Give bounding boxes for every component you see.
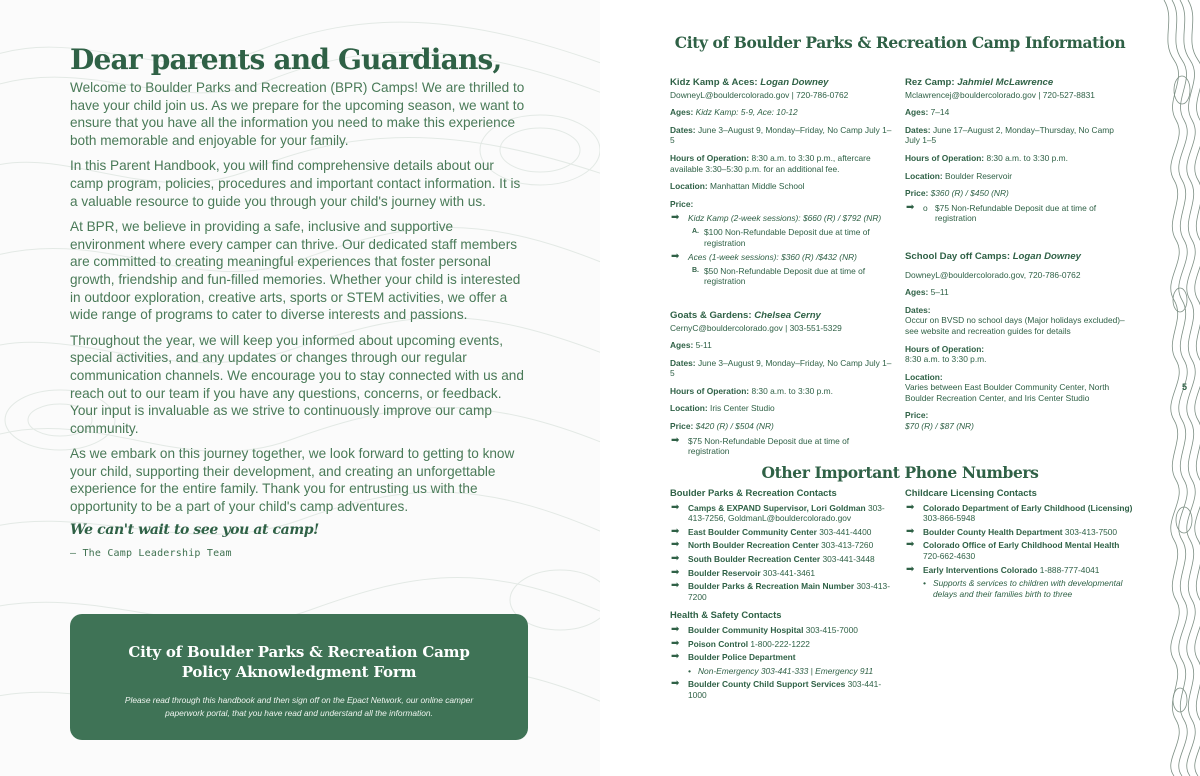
- right-arrow-icon: ➡: [671, 651, 680, 663]
- kidz-kamp-title: Kidz Kamp & Aces: Logan Downey: [670, 77, 829, 88]
- contact-item: ➡ Boulder Reservoir 303-441-3461: [671, 566, 816, 578]
- letter-paragraph-2: In this Parent Handbook, you will find comprehensive details about our camp program, policies, procedures and important contact information. It is a valuable resource to guide you through your child's journey with us.: [70, 158, 521, 209]
- contact-item: ➡ Boulder Community Hospital 303-415-7000: [671, 623, 858, 635]
- school-day-off-location-label: Location:: [905, 371, 943, 382]
- welcome-letter: [70, 44, 530, 559]
- kidz-kamp-location: Location: Manhattan Middle School: [670, 181, 805, 192]
- right-arrow-icon: ➡: [671, 251, 680, 263]
- rez-camp-title: Rez Camp: Jahmiel McLawrence: [905, 77, 1054, 88]
- right-arrow-icon: ➡: [906, 563, 915, 575]
- goats-gardens-ages: Ages: 5-11: [670, 340, 712, 351]
- kidz-kamp-contact-name: Logan Downey: [760, 77, 829, 88]
- letter-paragraph-3: At BPR, we believe in providing a safe, inclusive and supportive environment where every camper can thrive. Our dedicated staff members are committed to creating meaningful experiences that foster personal growth, friendship and fun-filled memories. Whether your child is interested in outdoor exploration, creative arts, sports or STEM activities, we offer a wide range of programs to cater to diverse interests and passions.: [70, 219, 521, 323]
- contact-item: ➡ South Boulder Recreation Center 303-441-3448: [671, 552, 875, 564]
- right-arrow-icon: ➡: [671, 580, 680, 592]
- page-number: 5: [1182, 382, 1188, 392]
- contact-item: ➡ Boulder Parks & Recreation Main Number 303-413-7200: [671, 580, 891, 602]
- contacts-column-right: [905, 488, 1135, 599]
- right-arrow-icon: ➡: [671, 552, 680, 564]
- right-arrow-icon: ➡: [671, 539, 680, 551]
- policy-form-box: [70, 614, 528, 740]
- rez-camp-contact: Mclawrencej@bouldercolorado.gov | 720-527-8831: [905, 89, 1095, 100]
- school-day-off-block: [905, 252, 1127, 432]
- school-day-off-price-label: Price:: [905, 410, 929, 421]
- goats-gardens-title: Goats & Gardens: Chelsea Cerny: [670, 309, 821, 321]
- right-arrow-icon: ➡: [671, 434, 680, 446]
- health-safety-heading: Health & Safety Contacts: [670, 609, 782, 621]
- school-day-off-contact: DowneyL@bouldercolorado.gov, 720-786-0762: [905, 269, 1081, 280]
- contact-item: ➡ Camps & EXPAND Supervisor, Lori Goldman 303-413-7256, GoldmanL@bouldercolorado.gov: [671, 501, 885, 524]
- letter-closing: We can't wait to see you at camp!: [70, 521, 319, 538]
- right-arrow-icon: ➡: [906, 201, 915, 213]
- camp-info-title: City of Boulder Parks & Recreation Camp Information: [674, 33, 1126, 52]
- letter-paragraph-5: As we embark on this journey together, we look forward to getting to know your child, supporting their development, and creating an unforgettable experience for the entire family. Thank you for entrusting us with the opportunity to be a part of your child's camp adventures.: [70, 446, 515, 515]
- right-arrow-icon: ➡: [671, 637, 680, 649]
- rez-camp-deposit: ➡ o $75 Non-Refundable Deposit due at time of registration: [906, 201, 1097, 224]
- letter-heading: Dear parents and Guardians,: [70, 43, 502, 76]
- rez-camp-dates: Dates: June 17–August 2, Monday–Thursday, No Camp July 1–5: [905, 124, 1114, 146]
- rez-camp-location: Location: Boulder Reservoir: [905, 170, 1013, 181]
- contact-item: ➡ Boulder County Health Department 303-413-7500: [906, 525, 1118, 537]
- aces-deposit: B. $50 Non-Refundable Deposit due at time of registration: [692, 265, 866, 287]
- kidz-kamp-ages: Ages: Kidz Kamp: 5-9, Ace: 10-12: [670, 107, 798, 118]
- goats-gardens-block: [670, 311, 892, 457]
- kidz-kamp-price-label: Price:: [670, 198, 694, 209]
- contact-item: ➡ Colorado Office of Early Childhood Mental Health 720-662-4630: [906, 539, 1120, 561]
- rez-camp-price: Price: $360 (R) / $450 (NR): [905, 188, 1009, 199]
- contact-item: ➡ North Boulder Recreation Center 303-413-7260: [671, 539, 874, 551]
- right-arrow-icon: ➡: [671, 525, 680, 537]
- kidz-kamp-hours: Hours of Operation: 8:30 a.m. to 3:30 p.m., aftercare available 3:30–5:30 p.m. for an additional fee.: [670, 152, 871, 174]
- contact-item: ➡ Colorado Department of Early Childhood (Licensing) 303-866-5948: [906, 501, 1133, 524]
- goats-gardens-contact: CernyC@bouldercolorado.gov | 303-551-5329: [670, 322, 842, 333]
- contact-item: ➡ Boulder County Child Support Services 303-441-1000: [671, 678, 882, 700]
- school-day-off-title: School Day off Camps: Logan Downey: [905, 250, 1081, 262]
- camp-column-right: [905, 78, 1127, 432]
- school-day-off-location: Varies between East Boulder Community Center, North Boulder Recreation Center, and Iris Center Studio: [905, 382, 1110, 403]
- goats-gardens-contact-name: Chelsea Cerny: [754, 309, 821, 321]
- goats-gardens-location: Location: Iris Center Studio: [670, 403, 775, 414]
- kidz-kamp-price-item: ➡ Kidz Kamp (2-week sessions): $660 (R) / $792 (NR): [671, 212, 882, 224]
- right-arrow-icon: ➡: [906, 539, 915, 551]
- contact-item: ➡ Early Interventions Colorado 1-888-777-4041: [906, 563, 1100, 575]
- early-intervention-sub-item: • Supports & services to children with developmental delays and their families birth to three: [923, 578, 1123, 599]
- school-day-off-hours: 8:30 a.m. to 3:30 p.m.: [905, 354, 987, 365]
- policy-form-title-line1: City of Boulder Parks & Recreation Camp: [128, 643, 470, 661]
- bpr-contacts-heading: Boulder Parks & Recreation Contacts: [670, 487, 837, 498]
- kidz-kamp-deposit: A. $100 Non-Refundable Deposit due at time of registration: [692, 226, 870, 248]
- aces-price-item: ➡ Aces (1-week sessions): $360 (R) /$432 (NR): [671, 251, 857, 263]
- contact-item: ➡ Poison Control 1-800-222-1222: [671, 637, 810, 649]
- school-day-off-contact-name: Logan Downey: [1012, 250, 1081, 262]
- policy-form-title-line2: Policy Aknowledgment Form: [181, 663, 417, 681]
- right-arrow-icon: ➡: [671, 678, 680, 690]
- right-arrow-icon: ➡: [906, 501, 915, 513]
- right-page: [600, 0, 1200, 776]
- goats-gardens-deposit: ➡ $75 Non-Refundable Deposit due at time of registration: [671, 434, 850, 457]
- rez-camp-ages: Ages: 7–14: [905, 107, 950, 118]
- right-arrow-icon: ➡: [671, 623, 680, 635]
- letter-signature: — The Camp Leadership Team: [70, 547, 232, 559]
- phone-numbers-heading: Other Important Phone Numbers: [761, 463, 1039, 482]
- kidz-kamp-contact: DowneyL@bouldercolorado.gov | 720-786-0762: [670, 89, 849, 100]
- contact-item: ➡ East Boulder Community Center 303-441-4400: [671, 525, 872, 537]
- school-day-off-dates-label: Dates:: [905, 304, 931, 315]
- contact-item: ➡ Boulder Police Department: [671, 651, 796, 663]
- right-arrow-icon: ➡: [671, 566, 680, 578]
- right-arrow-icon: ➡: [671, 501, 680, 513]
- letter-paragraph-4: Throughout the year, we will keep you informed about upcoming events, special activities, and any updates or changes through our regular communication channels. We encourage you to stay connected with us and reach out to our team if you have any questions, concerns, or feedback. Your input is invaluable as we strive to continuously improve our camp community.: [70, 332, 524, 436]
- policy-form-description: Please read through this handbook and then sign off on the Epact Network, our online camper paperwork portal, that you have read and understand all the information.: [124, 695, 474, 718]
- police-sub-item: • Non-Emergency 303-441-333 | Emergency 911: [688, 665, 874, 676]
- school-day-off-price: $70 (R) / $87 (NR): [905, 421, 974, 432]
- goats-gardens-hours: Hours of Operation: 8:30 a.m. to 3:30 p.m.: [670, 385, 833, 396]
- letter-paragraph-1: Welcome to Boulder Parks and Recreation (BPR) Camps! We are thrilled to have your child join us. As we prepare for the upcoming season, we want to ensure that you have all the information you need to make this experience both memorable and enjoyable for your family.: [70, 80, 525, 148]
- rez-camp-hours: Hours of Operation: 8:30 a.m. to 3:30 p.m.: [905, 152, 1068, 163]
- goats-gardens-price: Price: $420 (R) / $504 (NR): [670, 421, 774, 432]
- right-arrow-icon: ➡: [671, 212, 680, 224]
- school-day-off-ages: Ages: 5–11: [905, 287, 949, 298]
- camp-column-left: [670, 78, 892, 457]
- school-day-off-dates: Occur on BVSD no school days (Major holidays excluded)–see website and recreation guides for details: [905, 315, 1125, 336]
- rez-camp-block: [905, 78, 1127, 224]
- topo-edge-strip: [1162, 0, 1200, 776]
- right-arrow-icon: ➡: [906, 525, 915, 537]
- school-day-off-hours-label: Hours of Operation:: [905, 343, 985, 354]
- kidz-kamp-dates: Dates: June 3–August 9, Monday–Friday, No Camp July 1–5: [670, 124, 892, 146]
- goats-gardens-dates: Dates: June 3–August 9, Monday–Friday, No Camp July 1–5: [670, 357, 892, 379]
- childcare-heading: Childcare Licensing Contacts: [905, 487, 1037, 498]
- kidz-kamp-block: [670, 78, 892, 287]
- rez-camp-contact-name: Jahmiel McLawrence: [957, 77, 1054, 88]
- contacts-column-left: [670, 488, 898, 701]
